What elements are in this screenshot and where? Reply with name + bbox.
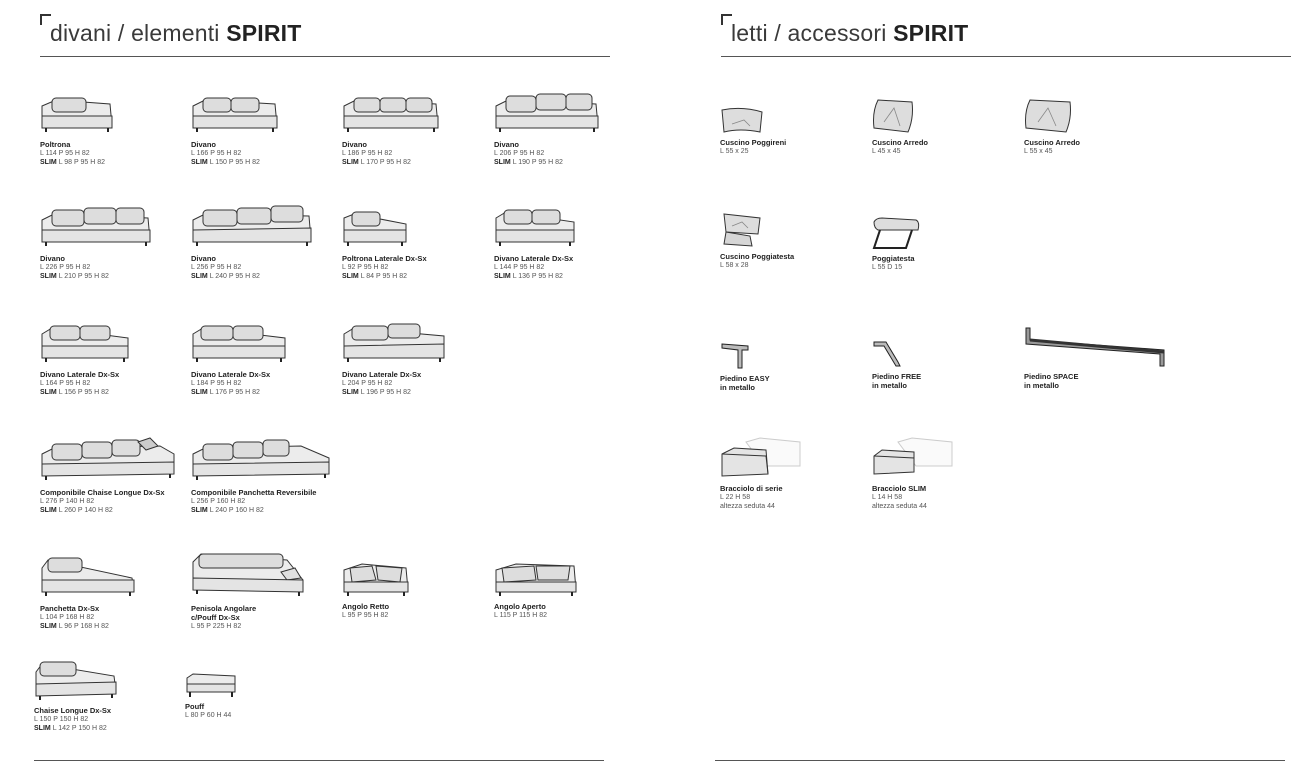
product-componibile-panchetta [191, 436, 331, 515]
product-divano-256 [191, 202, 313, 281]
product-cuscino-poggiatesta [720, 212, 794, 270]
product-divano-206 [494, 90, 600, 167]
item-name: Divano Laterale Dx-Sx [191, 370, 271, 379]
product-bracciolo-slim [872, 436, 956, 511]
product-divano-166 [191, 94, 279, 167]
item-name: Componibile Panchetta Reversibile [191, 488, 317, 497]
item-slim-dim: SLIM L 240 P 95 H 82 [191, 273, 260, 280]
item-dim: L 256 P 160 H 82 [191, 498, 246, 505]
cushion-drawing [720, 106, 764, 136]
divano-drawing [40, 204, 152, 252]
cushion-drawing [872, 98, 916, 136]
item-dim: L 104 P 168 H 82 [40, 614, 95, 621]
product-divano-226 [40, 204, 152, 281]
divano-drawing [191, 202, 313, 252]
item-name: Poltrona Laterale Dx-Sx [342, 254, 427, 263]
item-dim: L 55 x 45 [1024, 148, 1053, 155]
pouff-drawing [185, 672, 237, 700]
penisola-angolare-drawing [191, 550, 305, 602]
item-dim: L 186 P 95 H 82 [342, 150, 393, 157]
item-name-line2: c/Pouff Dx-Sx [191, 613, 240, 622]
item-dim: L 55 x 25 [720, 148, 749, 155]
item-slim-dim: SLIM L 240 P 160 H 82 [191, 507, 264, 514]
product-piedino-free [872, 340, 921, 390]
item-dim-2: altezza seduta 44 [720, 503, 775, 510]
item-dim: L 45 x 45 [872, 148, 901, 155]
product-divano-186 [342, 94, 440, 167]
foot-space-drawing [1024, 326, 1172, 370]
item-dim: L 226 P 95 H 82 [40, 264, 91, 271]
item-slim-dim: SLIM L 170 P 95 H 82 [342, 159, 411, 166]
item-dim: L 58 x 28 [720, 262, 749, 269]
product-cuscino-arredo-55 [1024, 98, 1080, 156]
product-poltrona-laterale [342, 208, 427, 281]
item-dim: L 95 P 225 H 82 [191, 623, 242, 630]
item-slim-dim: SLIM L 156 P 95 H 82 [40, 389, 109, 396]
item-slim-dim: SLIM L 136 P 95 H 82 [494, 273, 563, 280]
left-page-title: divani / elementi SPIRIT [50, 20, 302, 46]
item-dim: L 22 H 58 [720, 494, 751, 501]
item-name: Penisola Angolare [191, 604, 257, 613]
divano-drawing [342, 94, 440, 138]
item-slim-dim: SLIM L 176 P 95 H 82 [191, 389, 260, 396]
item-name: Bracciolo di serie [720, 484, 783, 493]
divano-laterale-drawing [494, 206, 578, 252]
item-dim: L 204 P 95 H 82 [342, 380, 393, 387]
item-name: Cuscino Poggiatesta [720, 252, 795, 261]
item-name: Piedino EASY [720, 374, 770, 383]
item-name: Poltrona [40, 140, 71, 149]
headrest-drawing [872, 216, 922, 252]
divano-laterale-drawing [40, 322, 132, 368]
product-pouff [185, 672, 237, 720]
divano-laterale-drawing [342, 320, 448, 368]
product-poggiatesta [872, 216, 922, 272]
product-divano-laterale-184 [191, 322, 289, 397]
chaise-longue-drawing [40, 436, 176, 486]
item-dim: L 206 P 95 H 82 [494, 150, 545, 157]
item-slim-dim: SLIM L 196 P 95 H 82 [342, 389, 411, 396]
item-slim-dim: SLIM L 150 P 95 H 82 [191, 159, 260, 166]
foot-free-drawing [872, 340, 906, 370]
item-slim-dim: SLIM L 84 P 95 H 82 [342, 273, 408, 280]
cushion-drawing [1024, 98, 1074, 136]
item-slim-dim: SLIM L 98 P 95 H 82 [40, 159, 106, 166]
footer-rule [34, 760, 604, 761]
product-panchetta [40, 554, 136, 631]
footer-rule [715, 760, 1285, 761]
item-name: Angolo Aperto [494, 602, 546, 611]
item-name: Piedino SPACE [1024, 372, 1079, 381]
product-componibile-chaise-longue [40, 436, 176, 515]
product-chaise-longue [34, 658, 118, 733]
item-dim: L 14 H 58 [872, 494, 903, 501]
divano-drawing [191, 94, 279, 138]
product-cuscino-poggireni [720, 106, 786, 156]
item-name: Bracciolo SLIM [872, 484, 927, 493]
item-slim-dim: SLIM L 210 P 95 H 82 [40, 273, 109, 280]
product-angolo-retto [342, 560, 410, 620]
item-name: Componibile Chaise Longue Dx-Sx [40, 488, 165, 497]
item-slim-dim: SLIM L 96 P 168 H 82 [40, 623, 109, 630]
product-angolo-aperto [494, 560, 578, 620]
item-slim-dim: SLIM L 142 P 150 H 82 [34, 725, 107, 732]
divano-drawing [494, 90, 600, 138]
armrest-drawing [720, 436, 804, 482]
item-name: Divano [494, 140, 520, 149]
product-bracciolo-di-serie [720, 436, 804, 511]
item-name: Pouff [185, 702, 205, 711]
divano-laterale-drawing [191, 322, 289, 368]
poltrona-laterale-drawing [342, 208, 410, 252]
item-dim: L 92 P 95 H 82 [342, 264, 389, 271]
title-rule [40, 56, 610, 57]
item-dim: L 184 P 95 H 82 [191, 380, 242, 387]
item-name: Divano Laterale Dx-Sx [40, 370, 120, 379]
item-dim: L 80 P 60 H 44 [185, 712, 232, 719]
panchetta-reversibile-drawing [191, 436, 331, 486]
item-slim-dim: SLIM L 190 P 95 H 82 [494, 159, 563, 166]
item-name: Divano [191, 254, 217, 263]
item-dim: L 115 P 115 H 82 [494, 612, 548, 619]
item-name: Chaise Longue Dx-Sx [34, 706, 112, 715]
item-dim: L 166 P 95 H 82 [191, 150, 242, 157]
item-name: Piedino FREE [872, 372, 922, 381]
product-penisola-angolare [191, 550, 305, 631]
item-name: Angolo Retto [342, 602, 390, 611]
item-name-line2: in metallo [720, 383, 756, 392]
foot-easy-drawing [720, 342, 754, 372]
item-name: Divano [342, 140, 368, 149]
item-name: Cuscino Arredo [872, 138, 928, 147]
item-name: Divano Laterale Dx-Sx [494, 254, 574, 263]
product-divano-laterale-164 [40, 322, 132, 397]
item-name: Cuscino Poggireni [720, 138, 787, 147]
angolo-aperto-drawing [494, 560, 578, 600]
title-rule [721, 56, 1291, 57]
headrest-cushion-drawing [720, 212, 764, 250]
product-cuscino-arredo-45 [872, 98, 928, 156]
product-piedino-easy [720, 342, 770, 392]
product-piedino-space [1024, 326, 1172, 390]
angolo-retto-drawing [342, 560, 410, 600]
chaise-longue-drawing [34, 658, 118, 704]
item-name: Panchetta Dx-Sx [40, 604, 100, 613]
item-dim: L 144 P 95 H 82 [494, 264, 545, 271]
item-dim: L 276 P 140 H 82 [40, 498, 95, 505]
item-dim: L 55 D 15 [872, 264, 903, 271]
item-name: Divano [40, 254, 66, 263]
product-poltrona [40, 94, 114, 167]
item-name: Divano [191, 140, 217, 149]
poltrona-drawing [40, 94, 114, 138]
item-slim-dim: SLIM L 260 P 140 H 82 [40, 507, 113, 514]
right-page [655, 0, 1310, 783]
item-name-line2: in metallo [1024, 381, 1060, 390]
item-name: Cuscino Arredo [1024, 138, 1080, 147]
item-dim: L 164 P 95 H 82 [40, 380, 91, 387]
panchetta-drawing [40, 554, 136, 602]
item-name-line2: in metallo [872, 381, 908, 390]
product-divano-laterale-144 [494, 206, 578, 281]
item-name: Divano Laterale Dx-Sx [342, 370, 422, 379]
item-dim: L 114 P 95 H 82 [40, 150, 90, 157]
product-divano-laterale-204 [342, 320, 448, 397]
item-dim: L 256 P 95 H 82 [191, 264, 242, 271]
item-dim: L 95 P 95 H 82 [342, 612, 389, 619]
item-dim-2: altezza seduta 44 [872, 503, 927, 510]
item-name: Poggiatesta [872, 254, 915, 263]
armrest-drawing [872, 436, 956, 482]
item-dim: L 150 P 150 H 82 [34, 716, 89, 723]
right-page-title: letti / accessori SPIRIT [731, 20, 969, 46]
